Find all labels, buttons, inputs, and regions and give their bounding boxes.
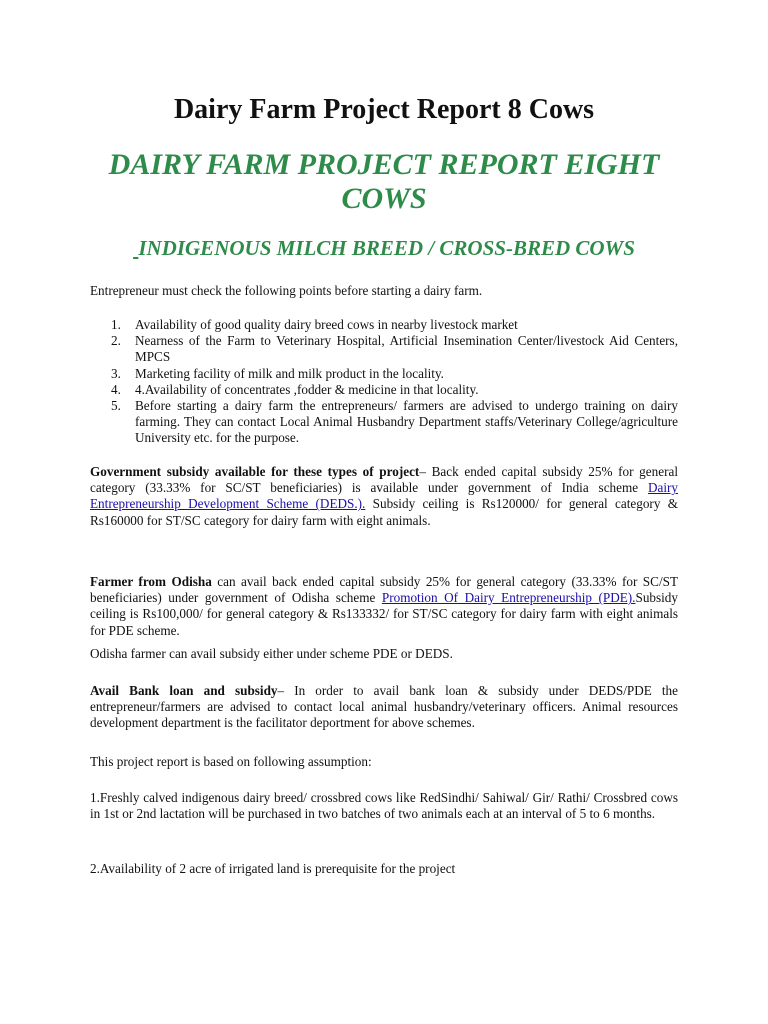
checklist-text: Before starting a dairy farm the entrepreneurs/ farmers are advised to undergo training on dairy farming. They can contact Local Animal Husbandry Department staffs/Veterinary College/agriculture University etc. for the purpose. <box>135 398 678 446</box>
checklist-text: Marketing facility of milk and milk product in the locality. <box>135 365 444 381</box>
odisha-text-2: Subsidy ceiling is Rs100,000/ for general category & Rs133332/ for ST/SC category for dairy farm with eight animals for PDE scheme. <box>90 590 678 638</box>
checklist <box>90 317 678 447</box>
green-subheading <box>60 236 708 261</box>
checklist-text: 4.Availability of concentrates ,fodder & medicine in that locality. <box>135 381 479 397</box>
odisha-text-1: can avail back ended capital subsidy 25% for general category (33.33% for SC/ST beneficiaries) under government of Odisha scheme <box>90 574 678 606</box>
either-scheme-paragraph: Odisha farmer can avail subsidy either under scheme PDE or DEDS. <box>90 646 453 661</box>
assumption-intro-paragraph: This project report is based on following assumption: <box>90 754 372 769</box>
subheading-text: INDIGENOUS MILCH BREED / CROSS-BRED COWS <box>138 236 635 260</box>
pde-scheme-link[interactable]: Promotion Of Dairy Entrepreneurship (PDE). <box>381 590 636 606</box>
checklist-number: 3. <box>111 365 121 381</box>
checklist-item <box>90 398 678 447</box>
deds-scheme-link[interactable]: Dairy Entrepreneurship Development Scheme (DEDS.). <box>90 480 678 512</box>
checklist-number: 1. <box>111 317 121 332</box>
odisha-lead: Farmer from Odisha <box>90 574 212 589</box>
odisha-paragraph <box>90 574 678 639</box>
intro-paragraph: Entrepreneur must check the following points before starting a dairy farm. <box>90 283 483 298</box>
assumption-2-paragraph: 2.Availability of 2 acre of irrigated land is prerequisite for the project <box>90 861 456 876</box>
green-heading: DAIRY FARM PROJECT REPORT EIGHT COWS <box>108 148 660 215</box>
checklist-text: Nearness of the Farm to Veterinary Hospital, Artificial Insemination Center/livestock Aid Centers, MPCS <box>135 333 678 365</box>
checklist-number: 4. <box>111 381 121 397</box>
gov-subsidy-text-1: – Back ended capital subsidy 25% for general category (33.33% for SC/ST beneficiaries) is available under government of India scheme <box>90 464 678 496</box>
gov-subsidy-paragraph <box>90 464 678 529</box>
bank-loan-paragraph <box>90 683 678 732</box>
gov-subsidy-lead: Government subsidy available for these types of project <box>90 464 420 479</box>
gov-subsidy-text-2: Subsidy ceiling is Rs120000/ for general category & Rs160000 for ST/SC category for dairy farm with eight animals. <box>90 496 678 528</box>
assumption-1-paragraph: 1.Freshly calved indigenous dairy breed/ crossbred cows like RedSindhi/ Sahiwal/ Gir/ Rathi/ Crossbred cows in 1st or 2nd lactation will be purchased in two batches of two animals each at an interval of 5 to 6 months. <box>90 790 678 822</box>
checklist-text: Availability of good quality dairy breed cows in nearby livestock market <box>135 317 518 332</box>
bank-loan-text: – In order to avail bank loan & subsidy under DEDS/PDE the entrepreneur/farmers are advised to contact local animal husbandry/veterinary officers. Animal resources development department is the facilitator deportment for above schemes. <box>90 683 679 731</box>
checklist-item <box>90 366 678 382</box>
checklist-item <box>90 317 678 333</box>
checklist-number: 5. <box>111 398 121 414</box>
bank-loan-lead: Avail Bank loan and subsidy <box>90 683 278 698</box>
checklist-number: 2. <box>111 333 121 349</box>
page-title: Dairy Farm Project Report 8 Cows <box>173 94 595 125</box>
checklist-item <box>90 333 678 365</box>
checklist-item <box>90 382 678 398</box>
